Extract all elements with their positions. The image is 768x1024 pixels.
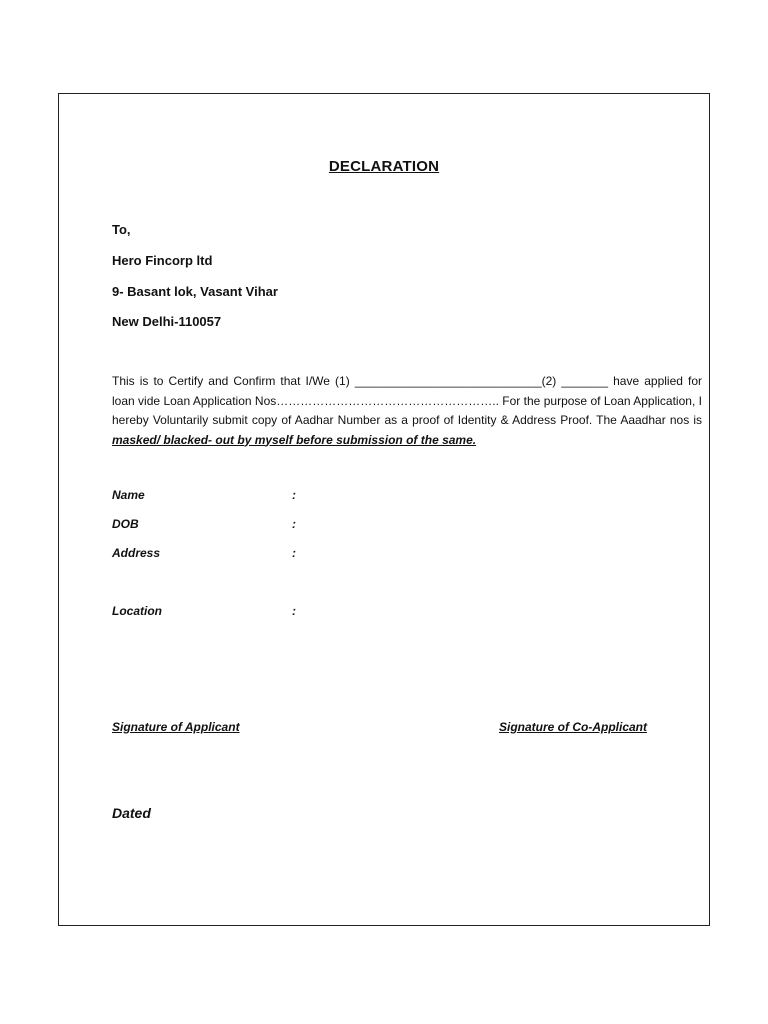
field-separator-dob: : [292, 517, 296, 531]
signature-co-applicant: Signature of Co-Applicant [499, 720, 647, 734]
document-title: DECLARATION [328, 158, 440, 175]
document-border [58, 93, 710, 926]
declaration-emphasis: masked/ blacked- out by myself before submission of the same. [112, 432, 477, 447]
declaration-paragraph [112, 372, 702, 450]
declaration-text: This is to Certify and Confirm that I/We (1) ____________________________(2) _______ have applied for loan vide Loan Application Nos……………………………………………….. For the purpose of Loan Application, I hereby Voluntarily submit copy of Aadhar Number as a proof of Identity & Address Proof. The Aaadhar nos is [112, 374, 702, 427]
signature-applicant: Signature of Applicant [112, 720, 240, 734]
field-separator-name: : [292, 488, 296, 502]
dated-label: Dated [112, 805, 151, 821]
field-separator-address: : [292, 546, 296, 560]
address-city: New Delhi-110057 [112, 314, 222, 329]
field-separator-location: : [292, 604, 296, 618]
field-label-name: Name [112, 488, 145, 502]
address-company: Hero Fincorp ltd [112, 253, 213, 268]
address-street: 9- Basant lok, Vasant Vihar [112, 284, 278, 299]
address-salutation: To, [112, 222, 131, 237]
field-label-location: Location [112, 604, 162, 618]
field-label-dob: DOB [112, 517, 139, 531]
field-label-address: Address [112, 546, 161, 560]
